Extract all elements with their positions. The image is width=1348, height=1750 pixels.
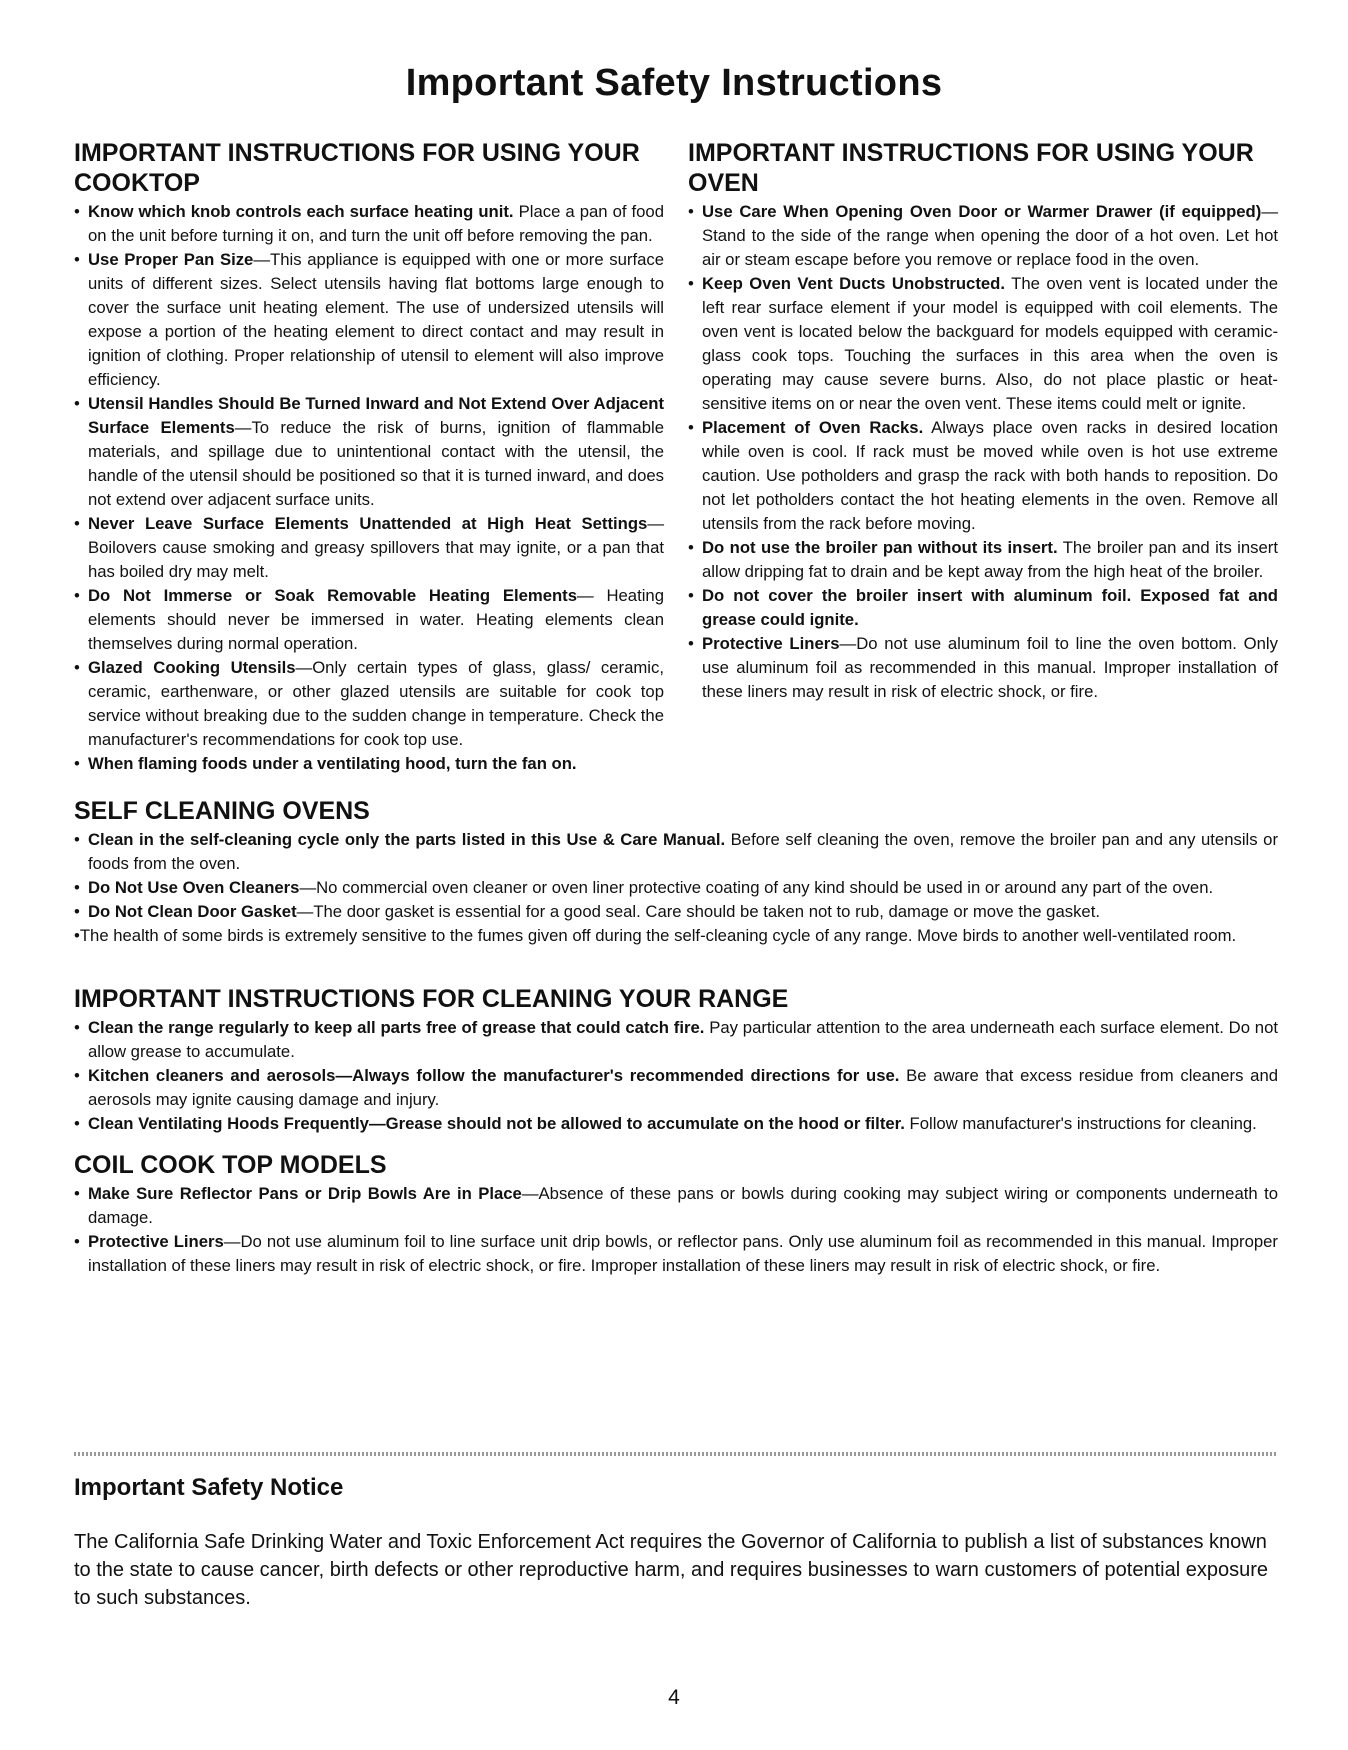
self-cleaning-list xyxy=(74,828,1278,948)
item-text: —Only certain types of glass, glass/ ceramic, ceramic, earthenware, or other glazed utensils are suitable for cook top service without breaking due to the sudden change in temperature. Check the manufacturer's recommendations for cook top use. xyxy=(88,658,664,749)
item-text: —No commercial oven cleaner or oven liner protective coating of any kind should be used in or around any part of the oven. xyxy=(299,878,1214,897)
item-lead: Protective Liners xyxy=(88,1232,224,1251)
list-item xyxy=(74,248,664,392)
cooktop-heading: IMPORTANT INSTRUCTIONS FOR USING YOUR COOKTOP xyxy=(74,139,640,197)
cleaning-range-heading: IMPORTANT INSTRUCTIONS FOR CLEANING YOUR RANGE xyxy=(74,985,789,1013)
list-item xyxy=(688,272,1278,416)
list-item xyxy=(74,1230,1278,1278)
coil-list xyxy=(74,1182,1278,1278)
item-lead: Make Sure Reflector Pans or Drip Bowls Are in Place xyxy=(88,1184,522,1203)
item-text: •The health of some birds is extremely sensitive to the fumes given off during the self-cleaning cycle of any range. Move birds to another well-ventilated room. xyxy=(74,926,1237,945)
list-item xyxy=(74,828,1278,876)
item-text: Be aware that excess residue from cleaners and aerosols may ignite causing damage and injury. xyxy=(88,1066,1279,1109)
item-text: Before self cleaning the oven, remove the broiler pan and any utensils or foods from the oven. xyxy=(88,830,1278,873)
oven-section xyxy=(688,138,1278,704)
list-item xyxy=(688,200,1278,272)
item-text: —Stand to the side of the range when opening the door of a hot oven. Let hot air or steam escape before you remove or replace food in the oven. xyxy=(702,202,1278,269)
item-text: Follow manufacturer's instructions for cleaning. xyxy=(904,1114,1257,1133)
oven-list xyxy=(688,200,1278,704)
item-lead: Do not cover the broiler insert with aluminum foil. Exposed fat and grease could ignite. xyxy=(702,586,1278,629)
list-item xyxy=(74,1016,1278,1064)
oven-heading: IMPORTANT INSTRUCTIONS FOR USING YOUR OVEN xyxy=(688,139,1254,197)
cleaning-range-list xyxy=(74,1016,1278,1136)
list-item xyxy=(74,392,664,512)
item-text: The broiler pan and its insert allow dripping fat to drain and be kept away from the high heat of the broiler. xyxy=(702,538,1278,581)
list-item xyxy=(74,1112,1278,1136)
item-lead: Do not use the broiler pan without its insert. xyxy=(702,538,1058,557)
item-lead: Protective Liners xyxy=(702,634,840,653)
item-lead: Clean in the self-cleaning cycle only the parts listed in this Use & Care Manual. xyxy=(88,830,726,849)
item-text: —Do not use aluminum foil to line surface unit drip bowls, or reflector pans. Only use aluminum foil as recommended in this manual. Improper installation of these liners may result in risk of electric shock, or fire. Improper installation of these liners may result in risk of electric shock, or fire. xyxy=(88,1232,1278,1275)
item-text: —This appliance is equipped with one or more surface units of different sizes. Select utensils having flat bottoms large enough to cover the surface unit heating element. The use of undersized utensils will expose a portion of the heating element to direct contact and may result in ignition of clothing. Proper relationship of utensil to element will also improve efficiency. xyxy=(88,250,664,389)
item-lead: Do Not Clean Door Gasket xyxy=(88,902,297,921)
list-item xyxy=(688,536,1278,584)
item-lead: Glazed Cooking Utensils xyxy=(88,658,296,677)
item-lead: Placement of Oven Racks. xyxy=(702,418,924,437)
item-lead: Do Not Immerse or Soak Removable Heating Elements xyxy=(88,586,578,605)
item-lead: Utensil Handles Should Be Turned Inward and Not Extend Over Adjacent Surface Elements xyxy=(88,394,664,437)
item-text: —Boilovers cause smoking and greasy spillovers that may ignite, or a pan that has boiled dry may melt. xyxy=(88,514,664,581)
item-lead: Clean the range regularly to keep all parts free of grease that could catch fire. xyxy=(88,1018,705,1037)
cleaning-range-section xyxy=(74,984,1278,1136)
item-lead: Clean Ventilating Hoods Frequently—Grease should not be allowed to accumulate on the hood or filter. xyxy=(88,1114,905,1133)
page-number: 4 xyxy=(668,1686,680,1709)
item-lead: Kitchen cleaners and aerosols—Always follow the manufacturer's recommended directions for use. xyxy=(88,1066,900,1085)
item-text: The oven vent is located under the left rear surface element if your model is equipped with coil elements. The oven vent is located below the backguard for models equipped with ceramic-glass cook tops. Touching the surfaces in this area when the oven is operating may cause severe burns. Also, do not place plastic or heat-sensitive items on or near the oven vent. These items could melt or ignite. xyxy=(702,274,1278,413)
list-item xyxy=(74,1182,1278,1230)
item-lead: Use Proper Pan Size xyxy=(88,250,254,269)
page-title: Important Safety Instructions xyxy=(405,62,943,104)
list-item xyxy=(74,900,1278,924)
list-item xyxy=(74,656,664,752)
list-item xyxy=(74,200,664,248)
item-lead: When flaming foods under a ventilating hood, turn the fan on. xyxy=(88,754,577,773)
item-lead: Know which knob controls each surface heating unit. xyxy=(88,202,514,221)
list-item xyxy=(74,924,1278,948)
item-text: —To reduce the risk of burns, ignition of flammable materials, and spillage due to unintentional contact with the utensil, the handle of the utensil should be positioned so that it is turned inward, and does not extend over adjacent surface units. xyxy=(88,418,664,509)
list-item xyxy=(688,416,1278,536)
item-text: —Do not use aluminum foil to line the oven bottom. Only use aluminum foil as recommended in this manual. Improper installation of these liners may result in risk of electric shock, or fire. xyxy=(702,634,1278,701)
cooktop-section xyxy=(74,138,664,776)
item-text: Place a pan of food on the unit before turning it on, and turn the unit off before removing the pan. xyxy=(88,202,664,245)
item-text: Pay particular attention to the area underneath each surface element. Do not allow grease to accumulate. xyxy=(88,1018,1278,1061)
list-item xyxy=(688,632,1278,704)
coil-section xyxy=(74,1150,1278,1278)
cooktop-list xyxy=(74,200,664,776)
coil-heading: COIL COOK TOP MODELS xyxy=(74,1151,387,1179)
list-item xyxy=(688,584,1278,632)
self-cleaning-section xyxy=(74,796,1278,948)
list-item xyxy=(74,1064,1278,1112)
item-text: — Heating elements should never be immersed in water. Heating elements clean themselves during normal operation. xyxy=(88,586,664,653)
item-text: —The door gasket is essential for a good seal. Care should be taken not to rub, damage or move the gasket. xyxy=(296,902,1100,921)
notice-title: Important Safety Notice xyxy=(74,1474,344,1501)
item-text: —Absence of these pans or bowls during cooking may subject wiring or components underneath to damage. xyxy=(88,1184,1278,1227)
list-item xyxy=(74,752,664,776)
item-lead: Keep Oven Vent Ducts Unobstructed. xyxy=(702,274,1005,293)
item-lead: Use Care When Opening Oven Door or Warmer Drawer (if equipped) xyxy=(702,202,1262,221)
list-item xyxy=(74,876,1278,900)
section-divider xyxy=(74,1452,1278,1456)
item-lead: Do Not Use Oven Cleaners xyxy=(88,878,300,897)
list-item xyxy=(74,584,664,656)
list-item xyxy=(74,512,664,584)
self-cleaning-heading: SELF CLEANING OVENS xyxy=(74,797,370,825)
notice-body: The California Safe Drinking Water and Toxic Enforcement Act requires the Governor of California to publish a list of substances known to the state to cause cancer, birth defects or other reproductive harm, and requires businesses to warn customers of potential exposure to such substances. xyxy=(74,1531,1268,1609)
item-lead: Never Leave Surface Elements Unattended at High Heat Settings xyxy=(88,514,648,533)
item-text: Always place oven racks in desired location while oven is cool. If rack must be moved while oven is hot use extreme caution. Use potholders and grasp the rack with both hands to reposition. Do not let potholders contact the hot heating elements in the oven. Remove all utensils from the rack before moving. xyxy=(702,418,1279,533)
